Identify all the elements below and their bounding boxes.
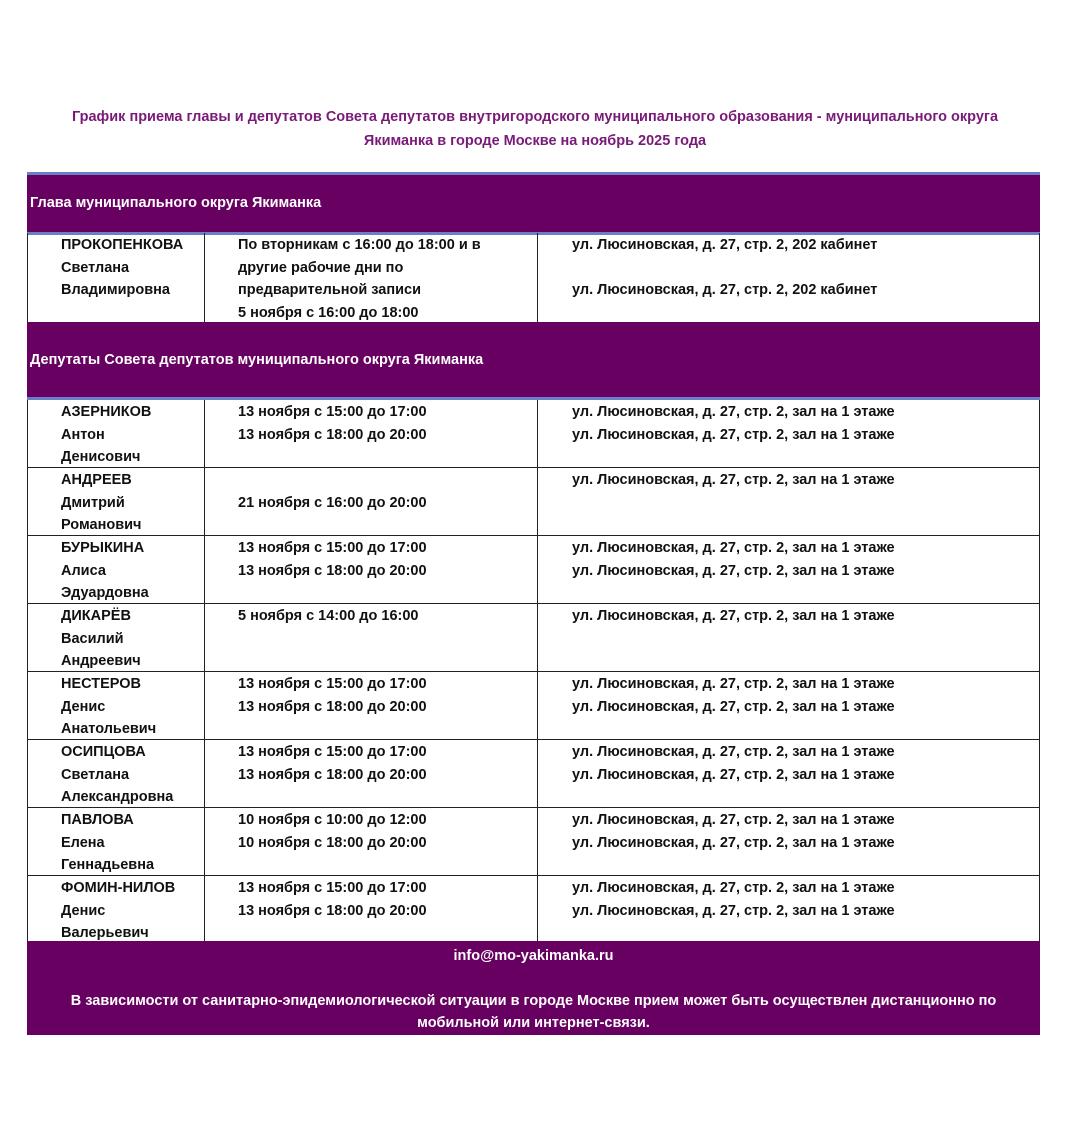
cell-line (572, 650, 1039, 673)
cell-line (238, 854, 537, 877)
cell-line: ул. Люсиновская, д. 27, стр. 2, зал на 1 этаже (572, 744, 895, 760)
cell-line: 13 ноября с 15:00 до 17:00 (238, 744, 427, 760)
cell-line: Светлана (61, 259, 130, 276)
cell-line: ПАВЛОВА (61, 812, 134, 828)
cell-line: 13 ноября с 18:00 до 20:00 (238, 426, 427, 443)
dates-cell (205, 400, 538, 467)
name-cell (28, 400, 205, 467)
dates-cell (205, 233, 538, 322)
footer-note: мобильной или интернет-связи. (417, 1015, 650, 1032)
cell-line: ул. Люсиновская, д. 27, стр. 2, зал на 1 этаже (572, 812, 895, 828)
cell-line: другие рабочие дни по (238, 259, 404, 276)
cell-line: ДИКАРЁВ (61, 608, 131, 624)
cell-line: 5 ноября с 14:00 до 16:00 (238, 608, 419, 624)
dates-cell (205, 808, 538, 875)
cell-line: Валерьевич (61, 925, 149, 942)
cell-line: Геннадьевна (61, 857, 155, 874)
name-cell (28, 233, 205, 322)
cell-line: ФОМИН-НИЛОВ (61, 880, 176, 896)
name-cell (28, 808, 205, 875)
cell-line: 21 ноября с 16:00 до 20:00 (238, 494, 427, 511)
name-cell (28, 740, 205, 807)
table-row (27, 536, 1040, 604)
cell-line: 13 ноября с 15:00 до 17:00 (238, 404, 427, 420)
cell-line (572, 492, 1039, 515)
table-row (27, 468, 1040, 536)
cell-line (572, 582, 1039, 605)
cell-line: ПРОКОПЕНКОВА (61, 237, 184, 253)
cell-line: Светлана (61, 766, 130, 783)
address-cell (538, 740, 1039, 807)
cell-line: Елена (61, 834, 105, 851)
cell-line: Эдуардовна (61, 585, 149, 602)
cell-line: Дмитрий (61, 494, 125, 511)
cell-line: Владимировна (61, 282, 170, 299)
cell-line (572, 786, 1039, 809)
section-label: Депутаты Совета депутатов муниципального округа Якиманка (30, 352, 484, 368)
cell-line (238, 718, 537, 741)
address-cell (538, 468, 1039, 535)
name-cell (28, 604, 205, 671)
cell-line (572, 446, 1039, 469)
cell-line (572, 514, 1039, 537)
cell-line: 13 ноября с 18:00 до 20:00 (238, 766, 427, 783)
cell-line: Денис (61, 902, 106, 919)
table-row (27, 876, 1040, 944)
cell-line: Денисович (61, 449, 141, 466)
cell-line: ул. Люсиновская, д. 27, стр. 2, зал на 1 этаже (572, 766, 895, 783)
address-cell (538, 876, 1039, 943)
cell-line: предварительной записи (238, 282, 422, 299)
cell-line (572, 718, 1039, 741)
address-cell (538, 400, 1039, 467)
cell-line (238, 582, 537, 605)
cell-line: ул. Люсиновская, д. 27, стр. 2, зал на 1 этаже (572, 540, 895, 556)
cell-line (61, 302, 204, 325)
name-cell (28, 672, 205, 739)
cell-line: Анатольевич (61, 721, 157, 738)
cell-line: Денис (61, 698, 106, 715)
cell-line (572, 302, 1039, 325)
footer-note: В зависимости от санитарно-эпидемиологической ситуации в городе Москве прием может быть осуществлен дистанционно по (70, 992, 997, 1009)
dates-cell (205, 536, 538, 603)
cell-line (238, 628, 537, 651)
cell-line: ул. Люсиновская, д. 27, стр. 2, зал на 1 этаже (572, 834, 895, 851)
cell-line (238, 786, 537, 809)
email-link[interactable]: info@mo-yakimanka.ru (453, 948, 614, 964)
cell-line: ул. Люсиновская, д. 27, стр. 2, зал на 1 этаже (572, 404, 895, 420)
cell-line: 5 ноября с 16:00 до 18:00 (238, 304, 419, 321)
cell-line (238, 514, 537, 537)
cell-line: ул. Люсиновская, д. 27, стр. 2, зал на 1 этаже (572, 902, 895, 919)
cell-line (572, 628, 1039, 651)
dates-cell (205, 740, 538, 807)
cell-line: НЕСТЕРОВ (61, 676, 142, 692)
cell-line: ул. Люсиновская, д. 27, стр. 2, зал на 1 этаже (572, 698, 895, 715)
name-cell (28, 876, 205, 943)
section-label: Глава муниципального округа Якиманка (30, 195, 322, 211)
address-cell (538, 808, 1039, 875)
address-cell (538, 672, 1039, 739)
dates-cell (205, 468, 538, 535)
cell-line: 13 ноября с 18:00 до 20:00 (238, 698, 427, 715)
name-cell (28, 468, 205, 535)
cell-line: БУРЫКИНА (61, 540, 145, 556)
cell-line (238, 469, 537, 492)
cell-line: ул. Люсиновская, д. 27, стр. 2, зал на 1 этаже (572, 676, 895, 692)
cell-line: 13 ноября с 15:00 до 17:00 (238, 540, 427, 556)
page-title (30, 105, 1040, 153)
cell-line: ул. Люсиновская, д. 27, стр. 2, зал на 1 этаже (572, 472, 895, 488)
cell-line: АНДРЕЕВ (61, 472, 132, 488)
cell-line: 13 ноября с 15:00 до 17:00 (238, 676, 427, 692)
dates-cell (205, 604, 538, 671)
table-row (27, 604, 1040, 672)
cell-line: Антон (61, 426, 105, 443)
cell-line: Василий (61, 630, 124, 647)
cell-line (572, 257, 1039, 280)
cell-line: Романович (61, 517, 142, 534)
cell-line (238, 650, 537, 673)
dates-cell (205, 672, 538, 739)
cell-line: 10 ноября с 18:00 до 20:00 (238, 834, 427, 851)
cell-line: 10 ноября с 10:00 до 12:00 (238, 812, 427, 828)
table-row (27, 740, 1040, 808)
cell-line: ул. Люсиновская, д. 27, стр. 2, 202 кабинет (572, 282, 878, 299)
cell-line (572, 854, 1039, 877)
cell-line: Андреевич (61, 653, 141, 670)
cell-line: ОСИПЦОВА (61, 744, 146, 760)
cell-line: ул. Люсиновская, д. 27, стр. 2, 202 кабинет (572, 237, 878, 253)
cell-line: ул. Люсиновская, д. 27, стр. 2, зал на 1 этаже (572, 562, 895, 579)
cell-line: ул. Люсиновская, д. 27, стр. 2, зал на 1 этаже (572, 608, 895, 624)
cell-line: Александровна (61, 789, 174, 806)
cell-line: 13 ноября с 18:00 до 20:00 (238, 902, 427, 919)
cell-line (238, 446, 537, 469)
table-row (27, 808, 1040, 876)
table-row (27, 233, 1040, 323)
cell-line: 13 ноября с 18:00 до 20:00 (238, 562, 427, 579)
address-cell (538, 604, 1039, 671)
table-row (27, 400, 1040, 468)
cell-line: ул. Люсиновская, д. 27, стр. 2, зал на 1 этаже (572, 426, 895, 443)
head-section-header (27, 172, 1040, 232)
table-row (27, 672, 1040, 740)
dates-cell (205, 876, 538, 943)
cell-line: 13 ноября с 15:00 до 17:00 (238, 880, 427, 896)
title-line: График приема главы и депутатов Совета депутатов внутригородского муниципального образования - муниципального округа (71, 109, 999, 125)
title-line: Якиманка в городе Москве на ноябрь 2025 года (363, 133, 707, 149)
cell-line: Алиса (61, 562, 106, 579)
footer (27, 941, 1040, 1035)
cell-line: АЗЕРНИКОВ (61, 404, 152, 420)
cell-line: ул. Люсиновская, д. 27, стр. 2, зал на 1 этаже (572, 880, 895, 896)
name-cell (28, 536, 205, 603)
deputies-section-header (27, 322, 1040, 397)
address-cell (538, 233, 1039, 322)
address-cell (538, 536, 1039, 603)
cell-line: По вторникам с 16:00 до 18:00 и в (238, 237, 481, 253)
